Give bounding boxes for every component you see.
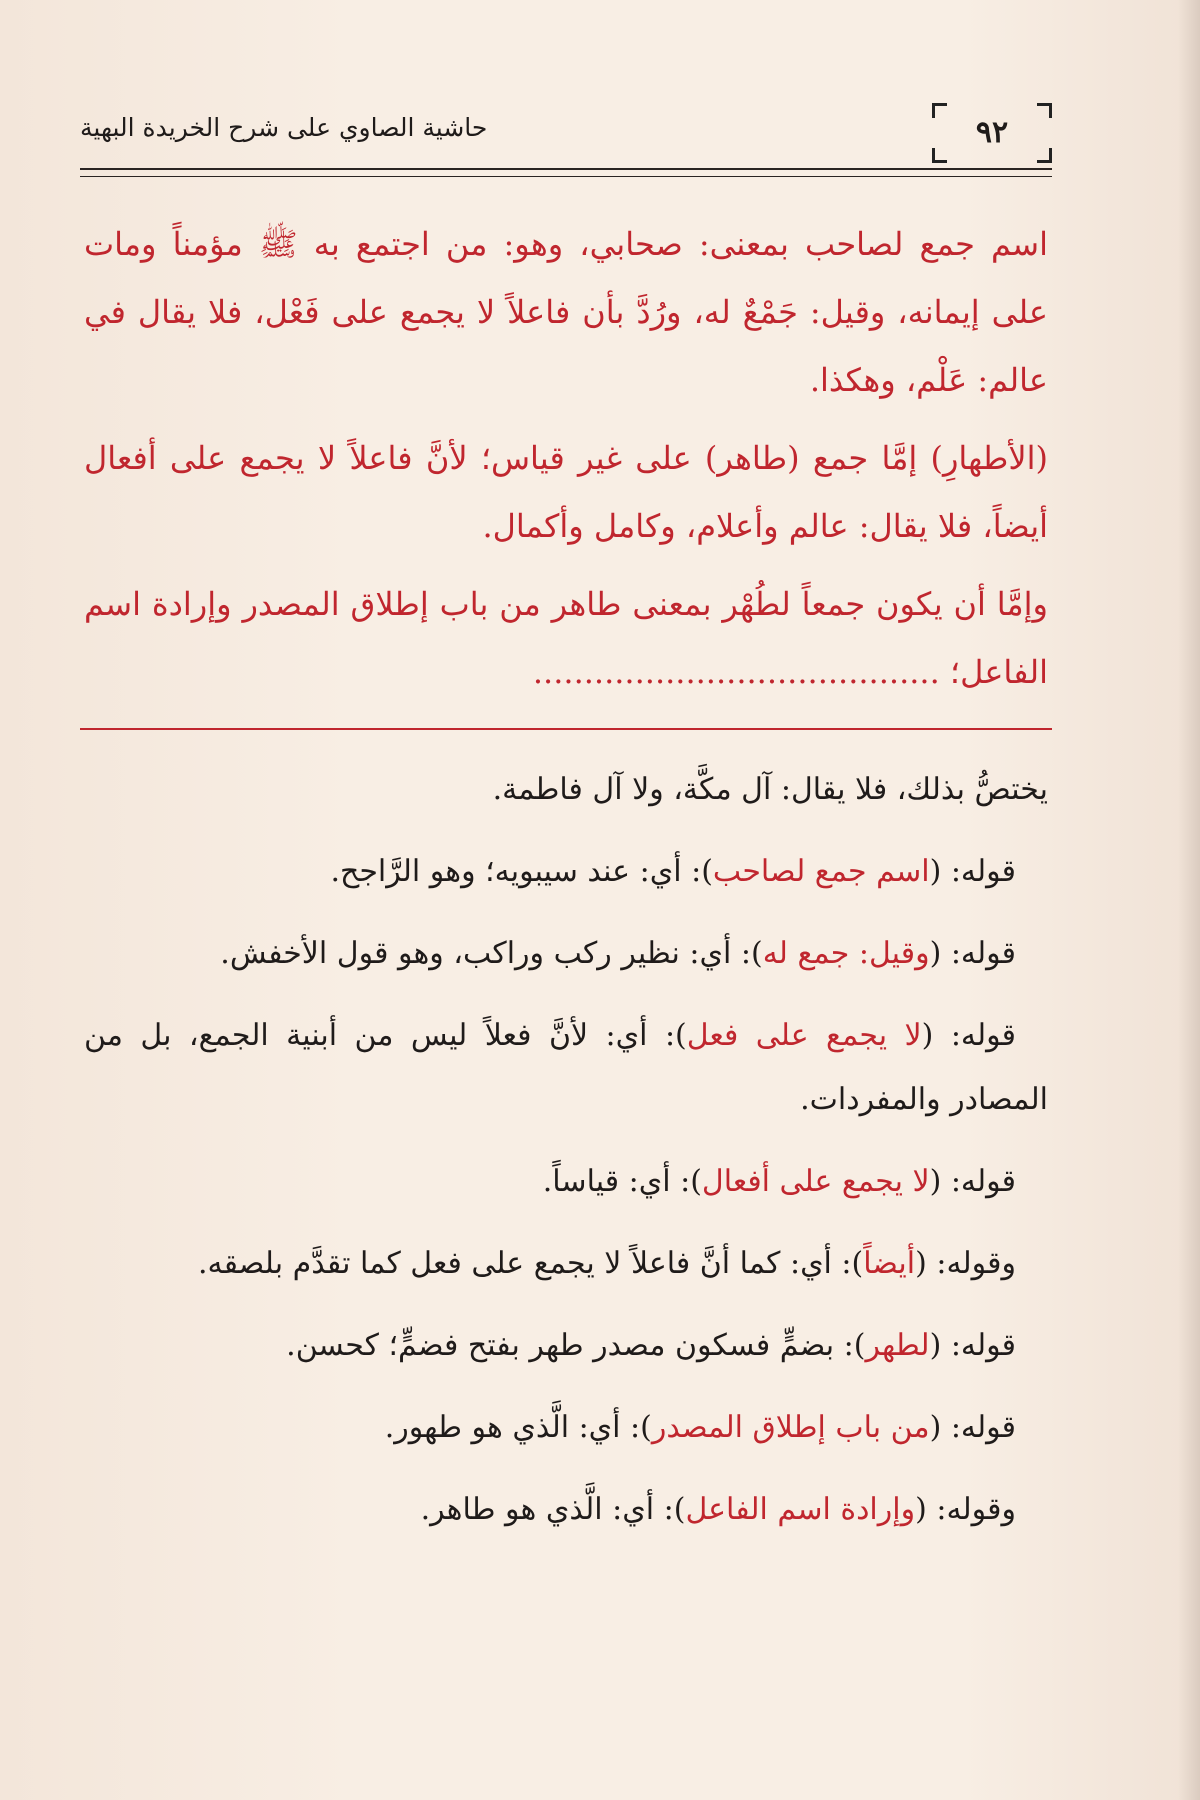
continuation-dots: ........................................ [532,653,940,691]
quoted-lemma: وقيل: جمع له [762,936,930,971]
header-rule [80,168,1052,177]
quote-prefix: وقوله: ( [915,1492,1016,1527]
quoted-lemma: اسم جمع لصاحب [712,854,930,889]
quoted-lemma: لا يجمع على أفعال [701,1164,930,1199]
commentary-line [84,1314,1048,1378]
matn-paragraph: اسم جمع لصاحب بمعنى: صحابي، وهو: من اجتمع به ﷺ مؤمناً ومات على إيمانه، وقيل: جَمْعٌ له، ورُدَّ بأن فاعلاً لا يجمع على فَعْل، فلا يقال في عالم: عَلْم، وهكذا. [84,225,1048,399]
commentary-line [84,1396,1048,1460]
quote-prefix: وقوله: ( [915,1246,1016,1281]
section-divider [80,728,1052,730]
quote-gloss: ): أي: لأنَّ فعلاً ليس من أبنية الجمع، بل من المصادر والمفردات. [84,1018,1048,1117]
page-number: ٩٢ [975,115,1009,150]
quote-gloss: ): أي: قياساً. [542,1164,702,1199]
main-text [84,210,1048,706]
commentary-line [84,922,1048,986]
page-number-frame [932,103,1052,163]
page-header [80,95,1052,175]
quote-gloss: ): أي: كما أنَّ فاعلاً لا يجمع على فعل كما تقدَّم بلصقه. [197,1246,864,1281]
commentary-line [84,1004,1048,1132]
quote-prefix: قوله: ( [929,1328,1016,1363]
quote-prefix: قوله: ( [929,1164,1016,1199]
running-title: حاشية الصاوي على شرح الخريدة البهية [80,113,488,142]
quoted-lemma: من باب إطلاق المصدر [651,1410,930,1445]
commentary-text [84,758,1048,1560]
spine-shadow [1178,0,1200,1800]
quoted-lemma: لا يجمع على فعل [686,1018,922,1053]
commentary-line [84,1478,1048,1542]
commentary-line [84,840,1048,904]
commentary-line: يختصُّ بذلك، فلا يقال: آل مكَّة، ولا آل فاطمة. [492,772,1048,807]
quote-gloss: ): أي: الَّذي هو طاهر. [420,1492,686,1527]
quoted-lemma: وإرادة اسم الفاعل [685,1492,916,1527]
matn-paragraph [84,570,1048,706]
quote-prefix: قوله: ( [929,1410,1016,1445]
quoted-lemma: أيضاً [863,1246,916,1281]
matn-text: وإمَّا أن يكون جمعاً لطُهْر بمعنى طاهر من باب إطلاق المصدر وإرادة اسم الفاعل؛ [84,585,1048,691]
quote-prefix: قوله: ( [929,936,1016,971]
matn-paragraph: (الأطهارِ) إمَّا جمع (طاهر) على غير قياس؛ لأنَّ فاعلاً لا يجمع على أفعال أيضاً، فلا يقال: عالم وأعلام، وكامل وأكمال. [84,439,1048,545]
quote-gloss: ): أي: الَّذي هو طهور. [384,1410,652,1445]
quote-prefix: قوله: ( [921,1018,1016,1053]
quote-gloss: ): أي: عند سيبويه؛ وهو الرَّاجح. [330,854,713,889]
quoted-lemma: لطهر [865,1328,930,1363]
commentary-line [84,1150,1048,1214]
commentary-line [84,1232,1048,1296]
quote-prefix: قوله: ( [929,854,1016,889]
quote-gloss: ): أي: نظير ركب وراكب، وهو قول الأخفش. [220,936,763,971]
quote-gloss: ): بضمٍّ فسكون مصدر طهر بفتح فضمٍّ؛ كحسن. [286,1328,866,1363]
